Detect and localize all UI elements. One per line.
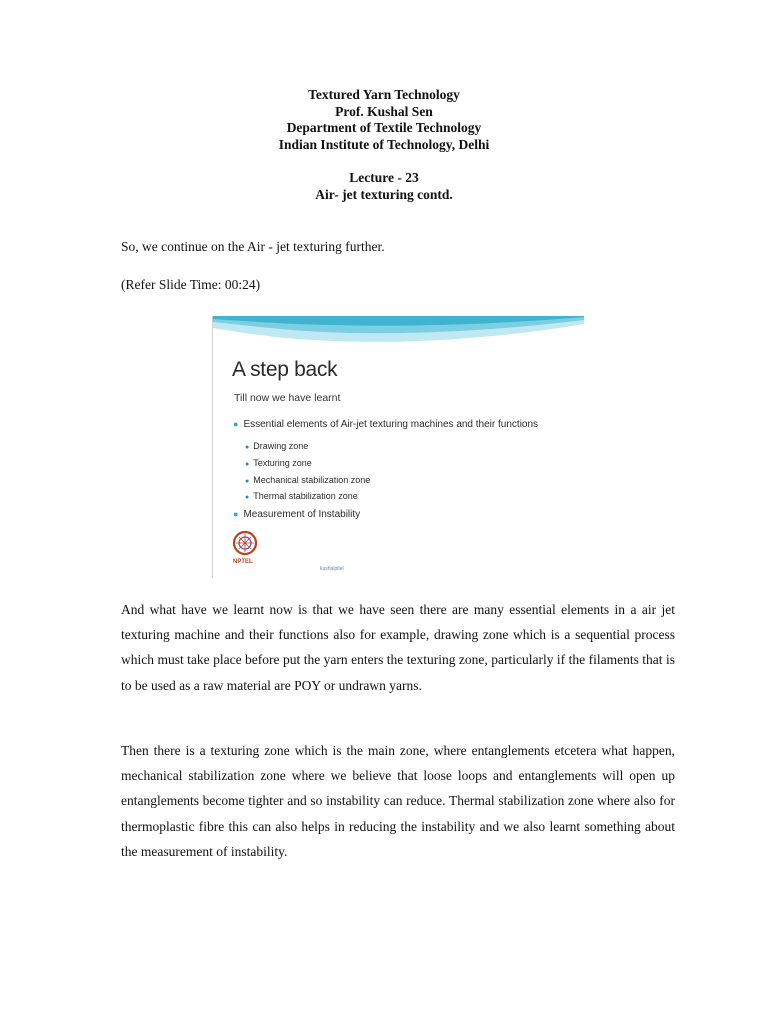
document-header: [0, 87, 768, 203]
slide-sub-item: ● Drawing zone: [245, 441, 309, 451]
slide-bullet-2: ● Measurement of Instability: [233, 509, 361, 520]
course-title: Textured Yarn Technology: [308, 87, 460, 102]
bullet-dot-icon: ●: [233, 419, 239, 429]
institute-name: Indian Institute of Technology, Delhi: [278, 136, 490, 152]
body-paragraph-2: Then there is a texturing zone which is the main zone, where entanglements etcetera what happen, mechanical stabilization zone where we believe that loose loops and entanglements will open up entanglements become tighter and so instability can reduce. Thermal stabilization zone where also for thermoplastic fibre this can also helps in reducing the instability and we also learnt something about the measurement of instability.: [121, 743, 675, 859]
bullet-dot-icon: ●: [245, 461, 250, 468]
slide-image: [212, 316, 584, 578]
slide-credit: kushalpitel: [320, 566, 344, 572]
slide-sub-item: ● Texturing zone: [245, 458, 312, 468]
intro-paragraph: So, we continue on the Air - jet texturing further.: [121, 239, 385, 254]
nptel-logo-text: NPTEL: [233, 559, 253, 565]
slide-sub-item: ● Thermal stabilization zone: [245, 491, 358, 501]
department-name: Department of Textile Technology: [286, 120, 482, 135]
refer-slide-time: (Refer Slide Time: 00:24): [121, 277, 261, 292]
bullet-dot-icon: ●: [233, 509, 239, 519]
bullet-dot-icon: ●: [245, 494, 250, 501]
lecture-topic: Air- jet texturing contd.: [315, 186, 453, 202]
slide-subtitle: Till now we have learnt: [234, 392, 341, 404]
slide-title: A step back: [232, 358, 338, 381]
professor-name: Prof. Kushal Sen: [335, 103, 433, 119]
slide-bullet-1: ● Essential elements of Air-jet texturing machines and their functions: [233, 419, 539, 430]
bullet-dot-icon: ●: [245, 444, 250, 451]
bullet-dot-icon: ●: [245, 478, 250, 485]
slide-wave-decoration: [213, 316, 584, 356]
slide-sub-item: ● Mechanical stabilization zone: [245, 475, 371, 485]
nptel-logo-icon: [232, 530, 258, 558]
body-paragraph-1: And what have we learnt now is that we have seen there are many essential elements in a air jet texturing machine and their functions also for example, drawing zone which is a sequential process which must take place before put the yarn enters the texturing zone, particularly if the filaments that is to be used as a raw material are POY or undrawn yarns.: [121, 602, 675, 693]
lecture-number: Lecture - 23: [349, 170, 419, 185]
